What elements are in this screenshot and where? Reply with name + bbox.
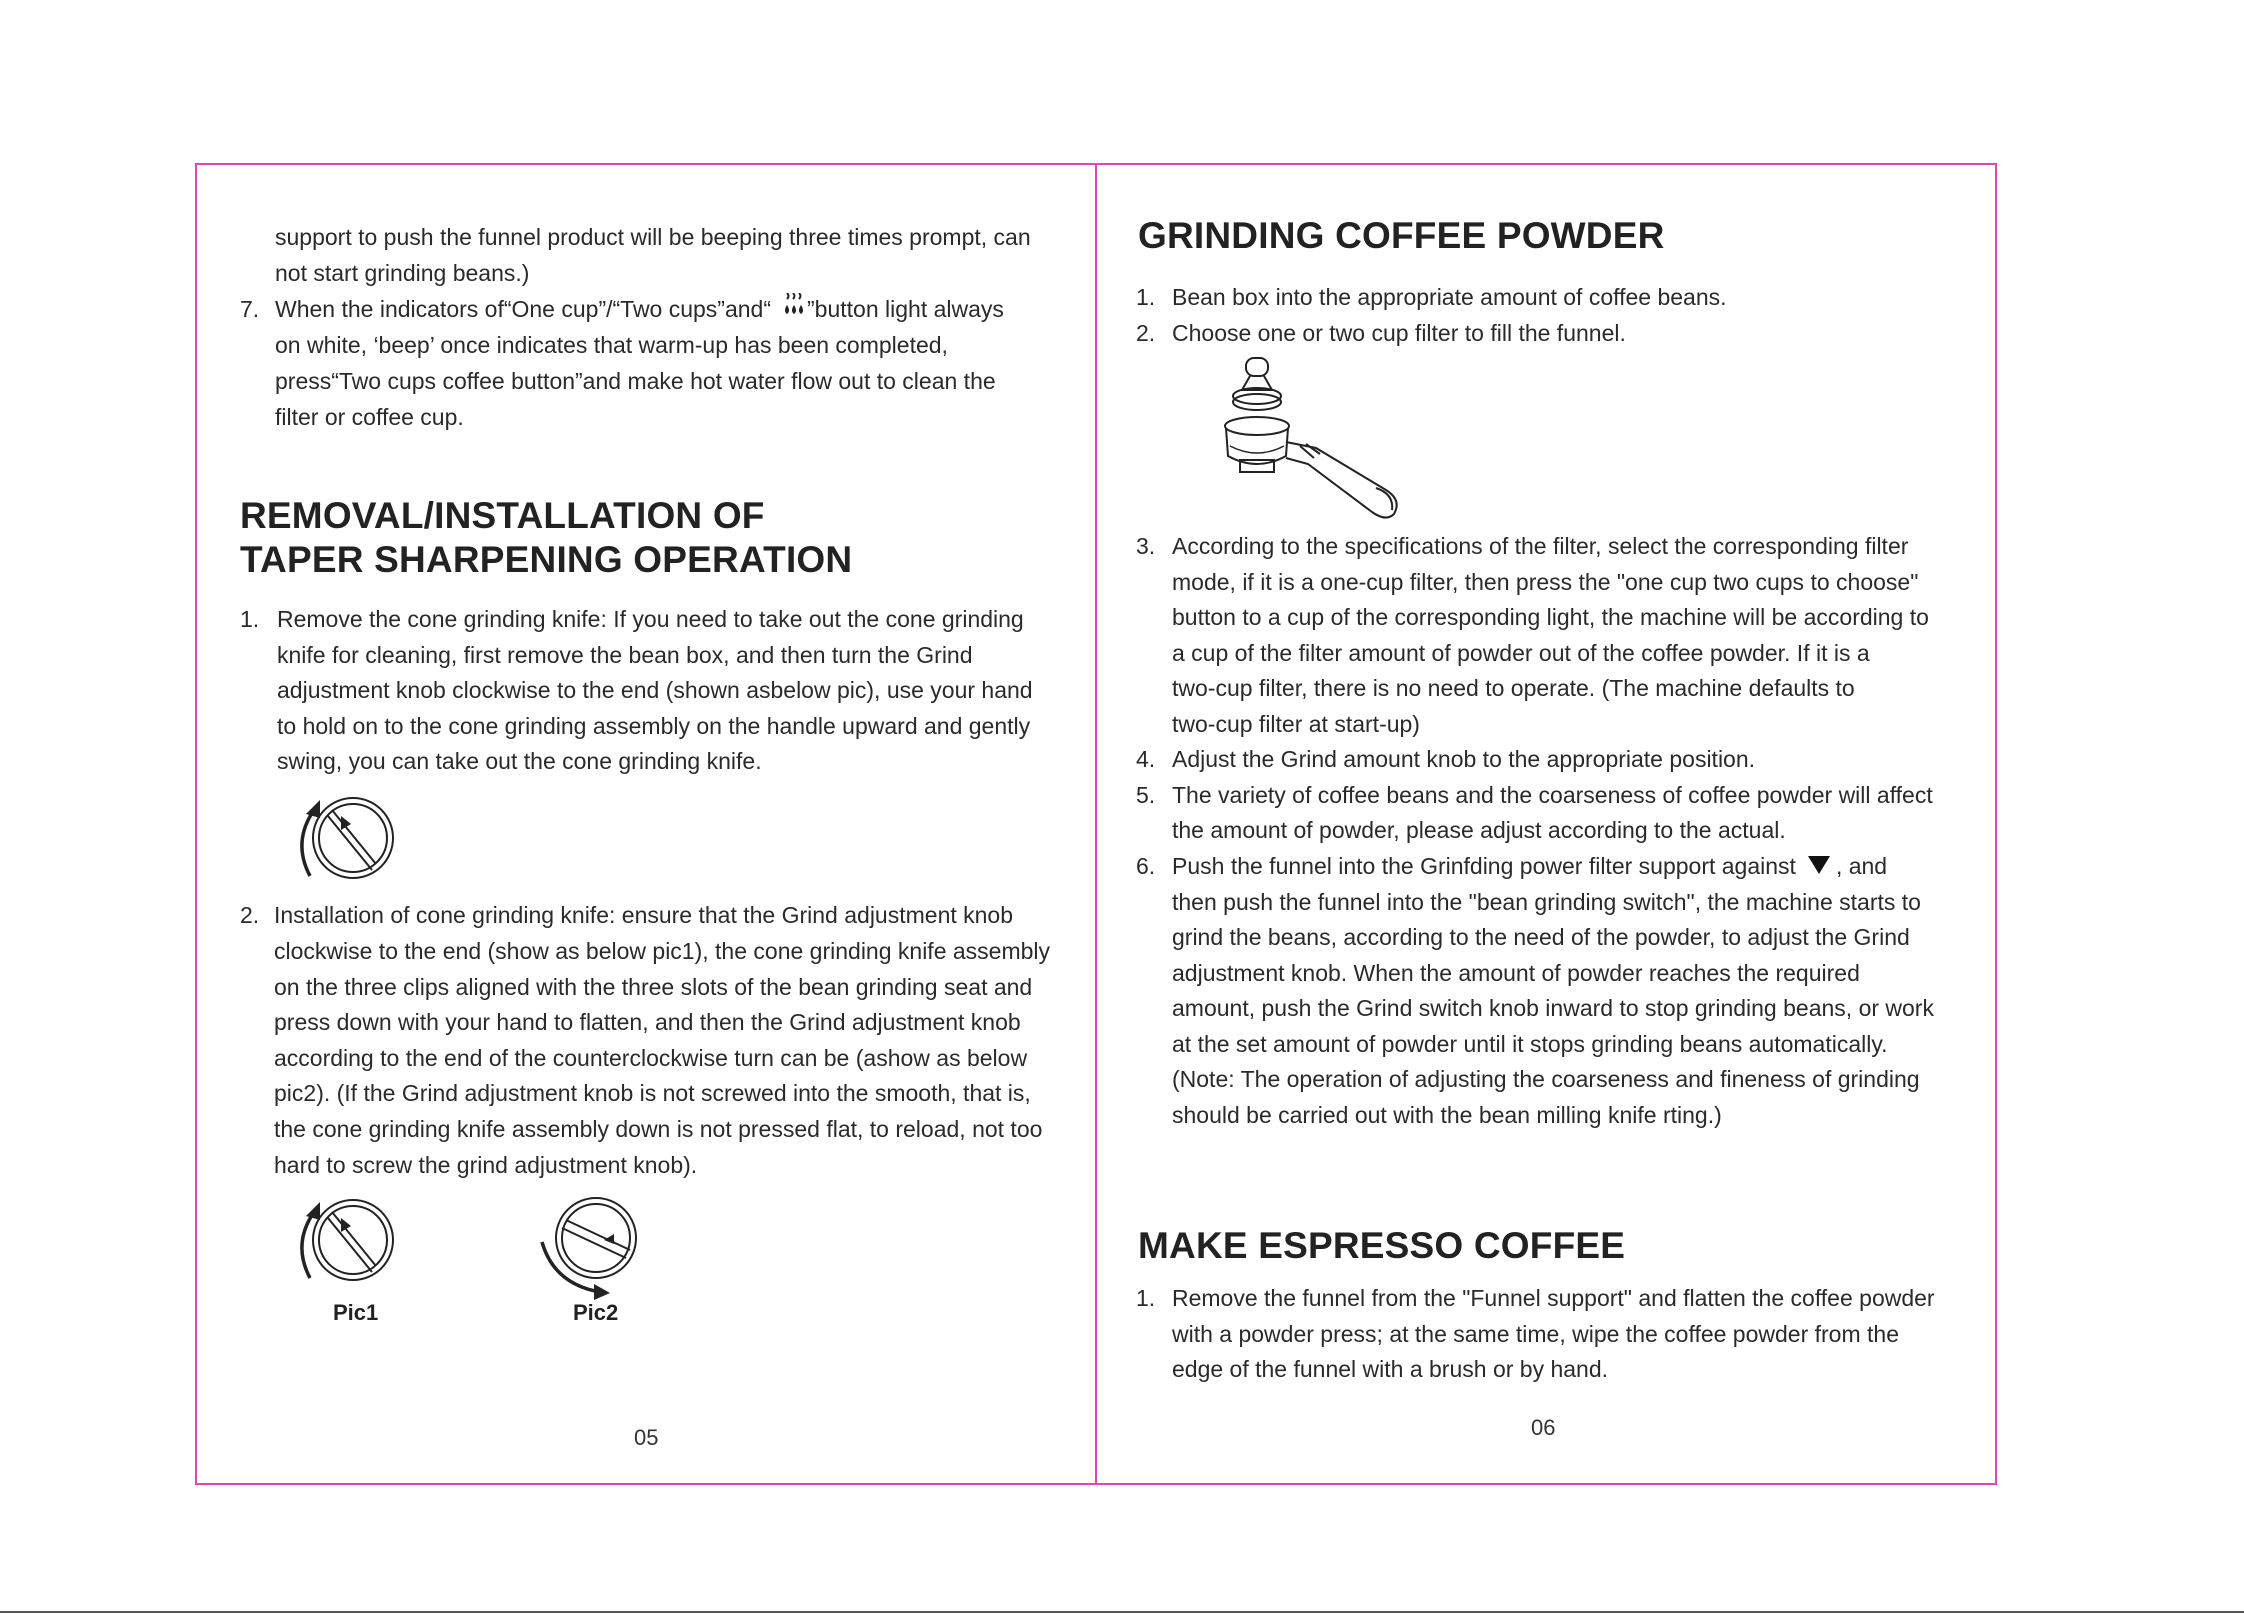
hot-water-steam-icon bbox=[771, 297, 807, 317]
list-item-text: grind the beans, according to the need of the powder, to adjust the Grind bbox=[1172, 924, 1910, 950]
intro-line: not start grinding beans.) bbox=[275, 260, 530, 286]
list-item-text: on white, ‘beep’ once indicates that warm-up has been completed, bbox=[275, 332, 948, 358]
list-number: 1. bbox=[240, 606, 260, 632]
list-item-text: Choose one or two cup filter to fill the funnel. bbox=[1172, 320, 1626, 346]
list-item-text: edge of the funnel with a brush or by hand. bbox=[1172, 1356, 1609, 1382]
section-heading: TAPER SHARPENING OPERATION bbox=[240, 539, 853, 580]
list-item-text: knife for cleaning, first remove the bean box, and then turn the Grind bbox=[277, 642, 973, 668]
list-number: 7. bbox=[240, 296, 260, 322]
list-item-text: amount, push the Grind switch knob inward to stop grinding beans, or work bbox=[1172, 995, 1934, 1021]
list-item-text: according to the end of the counterclockwise turn can be (ashow as below bbox=[274, 1045, 1028, 1071]
intro-line: support to push the funnel product will be beeping three times prompt, can bbox=[275, 224, 1031, 250]
list-number: 1. bbox=[1136, 1285, 1156, 1311]
list-item-text: on the three clips aligned with the three slots of the bean grinding seat and bbox=[274, 974, 1033, 1000]
list-item-text: According to the specifications of the filter, select the corresponding filter bbox=[1172, 533, 1909, 559]
list-item-text: swing, you can take out the cone grinding knife. bbox=[277, 748, 762, 774]
knob-counterclockwise-icon bbox=[534, 1192, 644, 1302]
list-number: 1. bbox=[1136, 284, 1156, 310]
list-item-text: button to a cup of the corresponding light, the machine will be according to bbox=[1172, 604, 1929, 630]
list-item-text: a cup of the filter amount of powder out of the coffee powder. If it is a bbox=[1172, 640, 1870, 666]
knob-clockwise-icon bbox=[292, 792, 402, 882]
section-heading: GRINDING COFFEE POWDER bbox=[1138, 215, 1665, 256]
pic2-label: Pic2 bbox=[573, 1300, 619, 1325]
item7-text-b: ”button light always bbox=[807, 296, 1004, 322]
knob-clockwise-icon bbox=[292, 1194, 402, 1284]
portafilter-tamper-illustration bbox=[1216, 350, 1416, 530]
list-item-text: hard to screw the grind adjustment knob). bbox=[274, 1152, 698, 1178]
list-item-text: the cone grinding knife assembly down is not pressed flat, to reload, not too bbox=[274, 1116, 1043, 1142]
down-triangle-icon bbox=[1796, 854, 1836, 874]
list-item-text: Bean box into the appropriate amount of coffee beans. bbox=[1172, 284, 1727, 310]
section-heading: MAKE ESPRESSO COFFEE bbox=[1138, 1225, 1626, 1266]
item6-text-b: , and bbox=[1835, 853, 1888, 879]
list-item-text: then push the funnel into the "bean grinding switch", the machine starts to bbox=[1172, 889, 1921, 915]
list-number: 3. bbox=[1136, 533, 1156, 559]
list-number: 4. bbox=[1136, 746, 1156, 772]
item7-text-a: When the indicators of“One cup”/“Two cups”and“ bbox=[275, 296, 772, 322]
list-item-text bbox=[275, 292, 1004, 328]
list-item-text: two-cup filter at start-up) bbox=[1172, 711, 1420, 737]
page-number: 06 bbox=[1531, 1415, 1556, 1440]
list-item-text: with a powder press; at the same time, wipe the coffee powder from the bbox=[1172, 1321, 1899, 1347]
list-number: 2. bbox=[1136, 320, 1156, 346]
list-item-text: press down with your hand to flatten, and then the Grind adjustment knob bbox=[274, 1009, 1021, 1035]
list-item-text: adjustment knob. When the amount of powder reaches the required bbox=[1172, 960, 1860, 986]
list-item-text: Remove the cone grinding knife: If you need to take out the cone grinding bbox=[277, 606, 1024, 632]
list-item-text: Adjust the Grind amount knob to the appropriate position. bbox=[1172, 746, 1756, 772]
list-item-text bbox=[1172, 849, 1887, 885]
list-item-text: (Note: The operation of adjusting the coarseness and fineness of grinding bbox=[1172, 1066, 1920, 1092]
page-divider bbox=[1095, 163, 1097, 1485]
list-item-text: to hold on to the cone grinding assembly on the handle upward and gently bbox=[277, 713, 1031, 739]
list-item-text: The variety of coffee beans and the coarseness of coffee powder will affect bbox=[1172, 782, 1933, 808]
list-item-text: Installation of cone grinding knife: ensure that the Grind adjustment knob bbox=[274, 902, 1014, 928]
list-item-text: pic2). (If the Grind adjustment knob is not screwed into the smooth, that is, bbox=[274, 1080, 1031, 1106]
list-item-text: two-cup filter, there is no need to operate. (The machine defaults to bbox=[1172, 675, 1855, 701]
list-item-text: should be carried out with the bean milling knife rting.) bbox=[1172, 1102, 1722, 1128]
pic1-label: Pic1 bbox=[333, 1300, 379, 1325]
list-item-text: the amount of powder, please adjust according to the actual. bbox=[1172, 817, 1786, 843]
list-item-text: adjustment knob clockwise to the end (shown asbelow pic), use your hand bbox=[277, 677, 1033, 703]
list-item-text: at the set amount of powder until it stops grinding beans automatically. bbox=[1172, 1031, 1888, 1057]
bottom-edge-line bbox=[0, 1611, 2244, 1613]
item6-text-a: Push the funnel into the Grinfding power filter support against bbox=[1172, 853, 1796, 879]
list-item-text: Remove the funnel from the "Funnel support" and flatten the coffee powder bbox=[1172, 1285, 1935, 1311]
list-item-text: clockwise to the end (show as below pic1), the cone grinding knife assembly bbox=[274, 938, 1051, 964]
list-item-text: filter or coffee cup. bbox=[275, 404, 464, 430]
list-number: 5. bbox=[1136, 782, 1156, 808]
page-number: 05 bbox=[634, 1425, 659, 1450]
list-number: 6. bbox=[1136, 853, 1156, 879]
section-heading: REMOVAL/INSTALLATION OF bbox=[240, 495, 765, 536]
list-number: 2. bbox=[240, 902, 260, 928]
list-item-text: press“Two cups coffee button”and make hot water flow out to clean the bbox=[275, 368, 996, 394]
list-item-text: mode, if it is a one-cup filter, then press the "one cup two cups to choose" bbox=[1172, 569, 1919, 595]
